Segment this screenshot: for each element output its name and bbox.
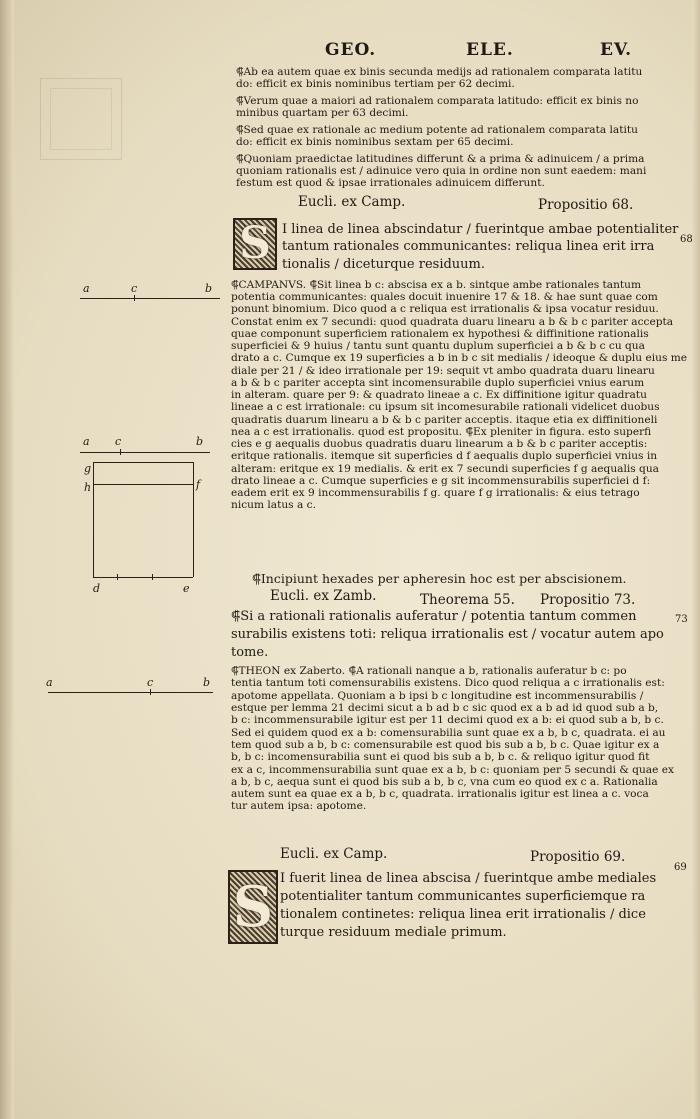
- segment: [48, 692, 213, 693]
- point-label: c: [131, 282, 138, 295]
- text-line: in alteram. quare per 9: & quadrato lineae a c. Ex diffinitione igitur quadratu: [231, 389, 647, 401]
- point-label: g: [84, 462, 92, 475]
- proposition-number: Propositio 73.: [540, 592, 636, 608]
- proposition-text: tionalis / diceturque residuum.: [282, 257, 486, 272]
- text-line: b c: incommensurabile igitur est per 11 decimi quod ex a b: ei quod sub a b, b c.: [231, 714, 664, 726]
- margin-number: 68: [680, 234, 693, 245]
- rect-edge: [93, 577, 193, 578]
- point-label: a: [46, 676, 53, 689]
- text-line: tentia tantum toti comensurabilis existens. Dico quod reliqua a c irrationalis est:: [231, 677, 665, 689]
- point-label: a: [83, 435, 90, 448]
- running-header: [0, 40, 700, 64]
- proposition-text: ⸿Si a rationali rationalis auferatur / potentia tantum commen: [231, 609, 637, 624]
- text-line: festum est quod & ipsae irrationales adinuicem differunt.: [236, 177, 545, 189]
- rect-edge: [93, 462, 193, 463]
- text-line: ⸿Sed quae ex rationale ac medium potente ad rationalem comparata latitu: [236, 124, 638, 136]
- section-incipit: ⸿Incipiunt hexades per apheresin hoc est per abscisionem.: [252, 571, 627, 586]
- proposition-text: tantum rationales communicantes: reliqua linea erit irra: [282, 239, 655, 254]
- segment: [80, 298, 220, 299]
- text-line: Sed ei quidem quod ex a b: comensurabilia sunt quae ex a b, b c, quadrata. ei au: [231, 727, 666, 739]
- page-edge: [692, 0, 700, 1119]
- proposition-text: I linea de linea abscindatur / fuerintque ambae potentialiter: [282, 222, 679, 237]
- text-line: Constat enim ex 7 secundi: quod quadrata duaru linearu a b & b c pariter accepta: [231, 316, 674, 328]
- text-line: tur autem ipsa: apotome.: [231, 800, 367, 812]
- text-line: minibus quartam per 63 decimi.: [236, 107, 409, 119]
- proposition-number: Propositio 68.: [538, 197, 634, 213]
- theorem-number: Theorema 55.: [420, 592, 515, 608]
- tick: [152, 574, 153, 580]
- header-left: GEO.: [325, 40, 377, 60]
- show-through-mark: [50, 88, 112, 150]
- text-line: cies e g aequalis duobus quadratis duaru linearum a b & b c pariter acceptis:: [231, 438, 648, 450]
- proposition-text: tome.: [231, 645, 269, 660]
- rect-edge: [93, 462, 94, 577]
- initial-letter: S: [232, 874, 274, 940]
- text-line: quoniam rationalis est / adinuice vero quia in ordine non sunt eaedem: mani: [236, 165, 647, 177]
- decorated-initial: [228, 870, 278, 944]
- text-line: apotome appellata. Quoniam a b ipsi b c longitudine est incommensurabilis /: [231, 690, 644, 702]
- text-line: quadratis duarum linearu a b & b c pariter acceptis. itaque etia ex diffinitioneli: [231, 414, 658, 426]
- rect-edge: [93, 484, 193, 485]
- text-line: ⸿Ab ea autem quae ex binis secunda medijs ad rationalem comparata latitu: [236, 66, 643, 78]
- proposition-number: Propositio 69.: [530, 849, 626, 865]
- text-line: tem quod sub a b, b c: comensurabile est quod bis sub a b, b c. Quae igitur ex a: [231, 739, 660, 751]
- text-line: eadem erit ex 9 incommensurabilis f g. quare f g irrationalis: & eius tetrago: [231, 487, 640, 499]
- initial-letter: S: [239, 218, 271, 269]
- point-label: c: [115, 435, 122, 448]
- text-line: do: efficit ex binis nominibus sextam per 65 decimi.: [236, 136, 514, 148]
- text-line: autem sunt ea quae ex a b, b c, quadrata. irrationalis igitur est linea a c. voca: [231, 788, 649, 800]
- proposition-text: I fuerit linea de linea abscisa / fuerintque ambe mediales: [280, 871, 657, 886]
- point-label: b: [203, 676, 211, 689]
- text-line: ex a c, incommensurabilia sunt quae ex a b, b c: quoniam per 5 secundi & quae ex: [231, 764, 674, 776]
- text-line: lineae a c est irrationale: cu ipsum sit incomesurabile rationali videlicet duobus: [231, 401, 660, 413]
- text-line: ⸿CAMPANVS. ⸿Sit linea b c: abscisa ex a b. sintque ambe rationales tantum: [231, 279, 642, 291]
- attribution: Eucli. ex Camp.: [298, 194, 406, 210]
- text-line: alteram: eritque ex 19 medialis. & erit ex 7 secundi superficies f g aequalis qua: [231, 463, 659, 475]
- text-line: potentia communicantes: quales docuit inuenire 17 & 18. & hae sunt quae com: [231, 291, 658, 303]
- proposition-text: potentialiter tantum communicantes superficiemque ra: [280, 889, 646, 904]
- proposition-text: turque residuum mediale primum.: [280, 925, 507, 940]
- text-line: ⸿THEON ex Zaberto. ⸿A rationali nanque a b, rationalis auferatur b c: po: [231, 665, 627, 677]
- point-label: b: [196, 435, 204, 448]
- point-label: b: [205, 282, 213, 295]
- text-line: do: efficit ex binis nominibus tertiam per 62 decimi.: [236, 78, 515, 90]
- point-label: d: [93, 582, 101, 595]
- attribution: Eucli. ex Zamb.: [270, 588, 377, 604]
- point-label: h: [84, 481, 92, 494]
- tick: [150, 689, 151, 695]
- tick: [120, 449, 121, 455]
- text-line: superficiei & 9 huius / tantu sunt quantu duplum superficiei a b & b c cu qua: [231, 340, 645, 352]
- text-line: drato lineae a c. Cumque superficies e g sit incommensurabilis superficiei d f:: [231, 475, 651, 487]
- decorated-initial: [233, 218, 277, 270]
- text-line: ⸿Verum quae a maiori ad rationalem comparata latitudo: efficit ex binis no: [236, 95, 639, 107]
- text-line: a b, b c, aequa sunt ei quod bis sub a b, b c, vna cum eo quod ex c a. Rationalia: [231, 776, 658, 788]
- point-label: c: [147, 676, 154, 689]
- text-line: drato a c. Cumque ex 19 superficies a b in b c sit medialis / ideoque & duplu eius me: [231, 352, 688, 364]
- attribution: Eucli. ex Camp.: [280, 846, 388, 862]
- point-label: a: [83, 282, 90, 295]
- margin-number: 73: [675, 614, 688, 625]
- proposition-text: surabilis existens toti: reliqua irrationalis est / vocatur autem apo: [231, 627, 664, 642]
- text-line: eritque rationalis. itemque sit superficies d f aequalis duplo superficiei vnius in: [231, 450, 658, 462]
- segment: [80, 452, 210, 453]
- header-middle: ELE.: [466, 40, 514, 60]
- text-line: nea a c est irrationalis. quod est propositu. ⸿Ex pleniter in figura. esto superfi: [231, 426, 652, 438]
- point-label: f: [196, 478, 201, 491]
- page-gutter: [0, 0, 14, 1119]
- margin-number: 69: [674, 862, 687, 873]
- rect-edge: [193, 462, 194, 577]
- text-line: b, b c: incomensurabilia sunt ei quod bis sub a b, b c. & reliquo igitur quod fit: [231, 751, 650, 763]
- tick: [117, 574, 118, 580]
- point-label: e: [183, 582, 190, 595]
- text-line: ⸿Quoniam praedictae latitudines differunt & a prima & adinuicem / a prima: [236, 153, 645, 165]
- text-line: quae componunt superficiem rationalem ex hypothesi & diffinitione rationalis: [231, 328, 649, 340]
- proposition-text: tionalem continetes: reliqua linea erit irrationalis / dice: [280, 907, 646, 922]
- text-line: diale per 21 / & ideo irrationale per 19: sequit vt ambo quadrata duaru linearu: [231, 365, 655, 377]
- text-line: ponunt binomium. Dico quod a c reliqua est irrationalis & ipsa vocatur residuu.: [231, 303, 659, 315]
- text-line: a b & b c pariter accepta sint incomensurabile duplo superficiei vnius earum: [231, 377, 645, 389]
- text-line: estque per lemma 21 decimi sicut a b ad b c sic quod ex a b ad id quod sub a b,: [231, 702, 659, 714]
- header-right: EV.: [600, 40, 633, 60]
- text-line: nicum latus a c.: [231, 499, 316, 511]
- tick: [134, 295, 135, 301]
